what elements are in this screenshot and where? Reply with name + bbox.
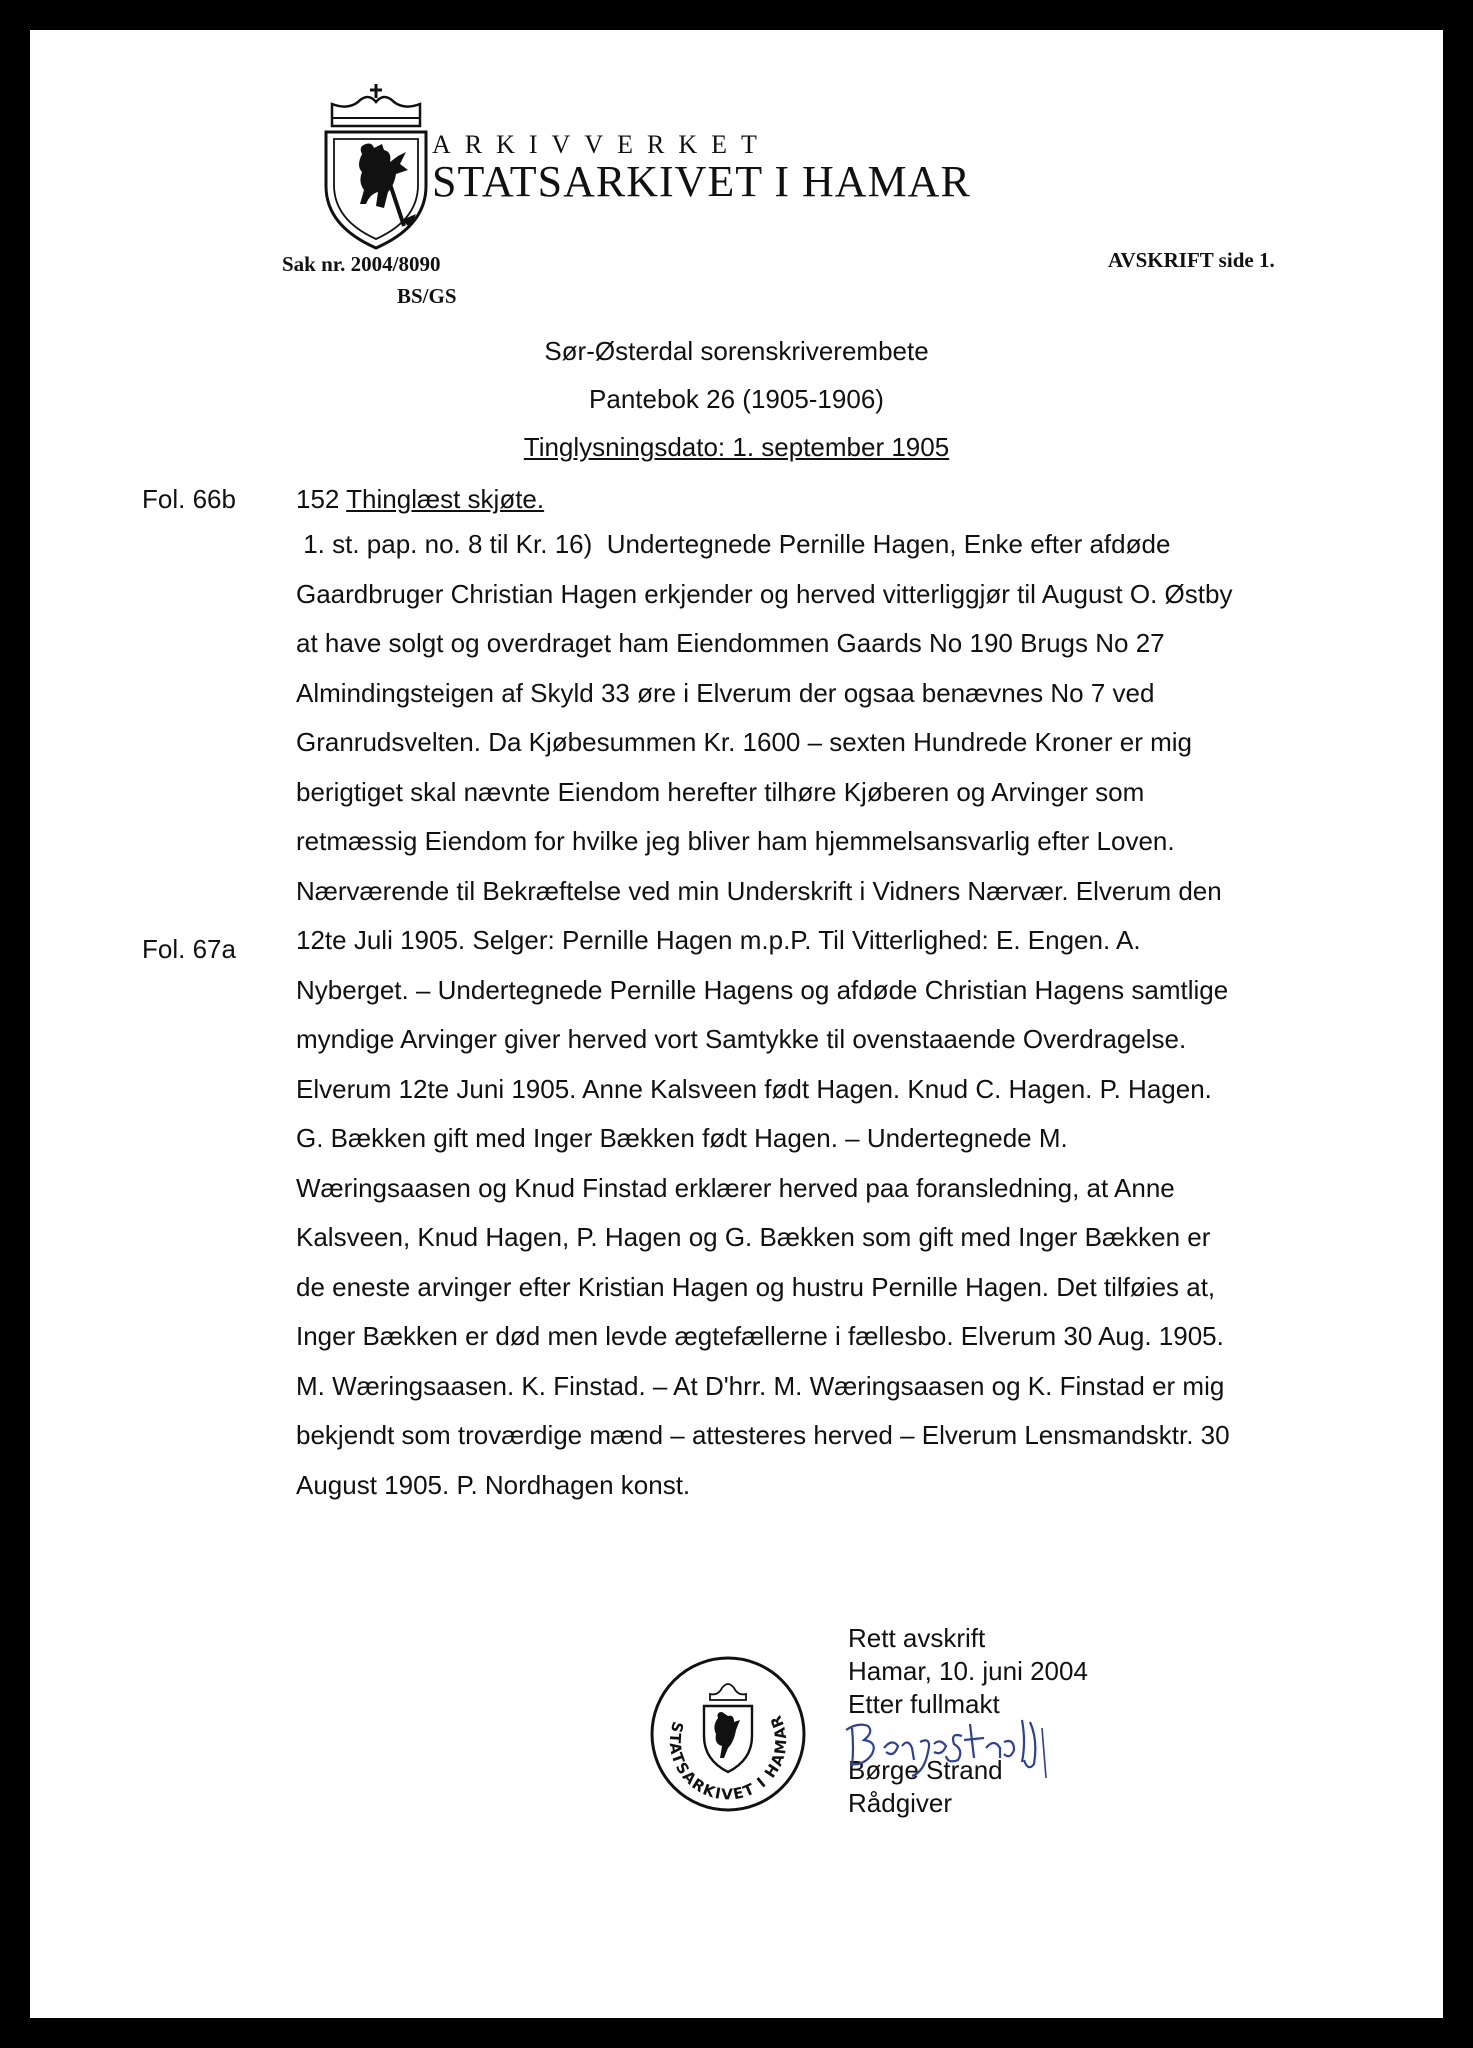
- entry-title: Thinglæst skjøte.: [346, 484, 545, 514]
- signer-role: Rådgiver: [848, 1788, 953, 1818]
- institution-small: ARKIVVERKET: [432, 130, 771, 159]
- entry-line: berigtiget skal nævnte Eiendom herefter tilhøre Kjøberen og Arvinger som: [296, 776, 1145, 807]
- entry-line: M. Wæringsaasen. K. Finstad. – At D'hrr. M. Wæringsaasen og K. Finstad er mig: [296, 1370, 1225, 1401]
- stamp-text: STATSARKIVET I HAMAR: [665, 1711, 791, 1804]
- folio-67a: Fol. 67a: [142, 934, 236, 964]
- entry-number: 152: [296, 484, 340, 514]
- entry-line: G. Bækken gift med Inger Bækken født Hagen. – Undertegnede M.: [296, 1123, 1068, 1153]
- entry-line: Gaardbruger Christian Hagen erkjender og herved vitterliggjør til August O. Østby: [296, 578, 1233, 609]
- entry-heading: [296, 484, 544, 515]
- entry-line: Granrudsvelten. Da Kjøbesummen Kr. 1600 – sexten Hundrede Kroner er mig: [296, 727, 1193, 757]
- document-page: [30, 30, 1443, 2018]
- entry-line: de eneste arvinger efter Kristian Hagen og hustru Pernille Hagen. Det tilføies at,: [296, 1271, 1216, 1302]
- entry-body: [296, 520, 1376, 1510]
- case-initials: BS/GS: [397, 284, 457, 308]
- entry-line: Nærværende til Bekræftelse ved min Underskrift i Vidners Nærvær. Elverum den: [296, 875, 1222, 906]
- entry-line: Elverum 12te Juni 1905. Anne Kalsveen født Hagen. Knud C. Hagen. P. Hagen.: [296, 1073, 1212, 1104]
- entry-line: 1. st. pap. no. 8 til Kr. 16) Undertegnede Pernille Hagen, Enke efter afdøde: [296, 529, 1171, 559]
- case-number: Sak nr. 2004/8090: [282, 252, 441, 276]
- certification-line: Rett avskrift: [848, 1623, 986, 1653]
- handwritten-signature: [838, 1712, 1068, 1782]
- case-block: [282, 248, 457, 312]
- entry-line: Inger Bækken er død men levde ægtefællerne i fællesbo. Elverum 30 Aug. 1905.: [296, 1321, 1224, 1351]
- entry-line: retmæssig Eiendom for hvilke jeg bliver ham hjemmelsansvarlig efter Loven.: [296, 826, 1175, 856]
- place-date-line: Hamar, 10. juni 2004: [848, 1656, 1088, 1686]
- folio-66b: Fol. 66b: [142, 484, 236, 514]
- book-title: Pantebok 26 (1905-1906): [589, 384, 884, 414]
- entry-line: at have solgt og overdraget ham Eiendommen Gaards No 190 Brugs No 27: [296, 628, 1165, 658]
- entry-line: Almindingsteigen af Skyld 33 øre i Elverum der ogsaa benævnes No 7 ved: [296, 677, 1155, 708]
- entry-line: Kalsveen, Knud Hagen, P. Hagen og G. Bækken som gift med Inger Bækken er: [296, 1222, 1211, 1252]
- entry-line: Wæringsaasen og Knud Finstad erklærer herved paa foransledning, at Anne: [296, 1172, 1175, 1203]
- entry-line: myndige Arvinger giver herved vort Samtykke til ovenstaaende Overdragelse.: [296, 1024, 1187, 1054]
- entry-line: bekjendt som troværdige mænd – attesteres herved – Elverum Lensmandsktr. 30: [296, 1420, 1230, 1450]
- entry-line: Nyberget. – Undertegnede Pernille Hagens og afdøde Christian Hagens samtlige: [296, 974, 1229, 1005]
- signer-name: Børge Strand: [848, 1755, 1003, 1785]
- institution-large: STATSARKIVET I HAMAR: [432, 157, 971, 206]
- page-label: AVSKRIFT side 1.: [1108, 248, 1275, 272]
- registration-date: Tinglysningsdato: 1. september 1905: [523, 432, 950, 462]
- coat-of-arms-logo: [318, 82, 434, 252]
- archive-stamp: [648, 1654, 808, 1814]
- authority-line: Etter fullmakt: [848, 1689, 1000, 1719]
- entry-line: 12te Juli 1905. Selger: Pernille Hagen m.p.P. Til Vitterlighed: E. Engen. A.: [296, 925, 1141, 955]
- entry-line: August 1905. P. Nordhagen konst.: [296, 1469, 691, 1500]
- office-title: Sør-Østerdal sorenskriverembete: [544, 336, 929, 366]
